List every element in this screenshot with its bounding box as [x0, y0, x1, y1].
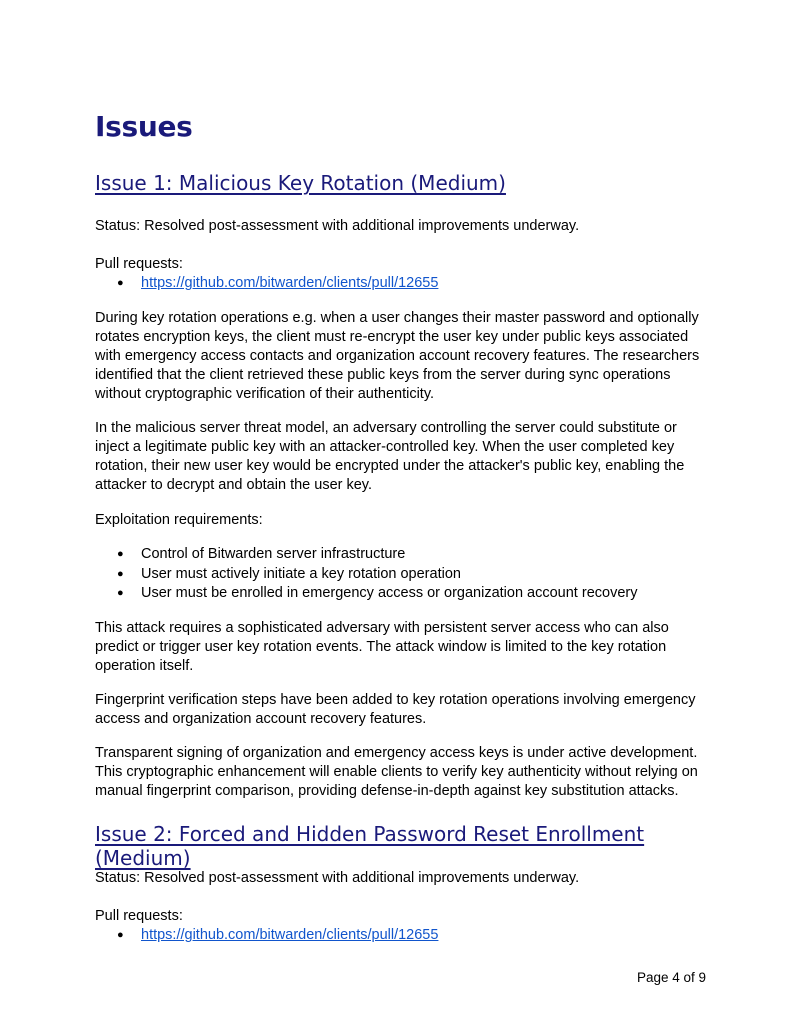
issue-2-pr-label: Pull requests: [95, 908, 183, 924]
issue-1-heading[interactable]: Issue 1: Malicious Key Rotation (Medium) [95, 171, 506, 195]
issue-1-paragraph-3: This attack requires a sophisticated adversary with persistent server access who can also predict or trigger user key rotation events. The attack window is limited to the key rotation operation itself. [95, 620, 669, 674]
issue-1-paragraph-2: In the malicious server threat model, an adversary controlling the server could substitute or inject a legitimate public key with an attacker-controlled key. When the user completed key rotation, their new user key would be encrypted under the attacker's public key, enabling the attacker to decrypt and obtain the user key. [95, 420, 685, 493]
issue-1-requirements-label: Exploitation requirements: [95, 512, 263, 528]
issue-2-status: Status: Resolved post-assessment with additional improvements underway. [95, 870, 580, 886]
list-item: ● Control of Bitwarden server infrastructure [95, 545, 637, 565]
issue-2-pr-list [95, 926, 438, 946]
pull-request-link[interactable]: https://github.com/bitwarden/clients/pull/12655 [141, 927, 439, 943]
list-item: ● User must actively initiate a key rotation operation [95, 565, 637, 585]
issue-1-pr-list [95, 274, 438, 294]
issue-1-pr-label: Pull requests: [95, 256, 183, 272]
page-number: Page 4 of 9 [636, 970, 706, 985]
issue-2-heading[interactable]: Issue 2: Forced and Hidden Password Reset Enrollment (Medium) [95, 822, 645, 870]
page-title: Issues [95, 110, 193, 143]
list-item: ● User must be enrolled in emergency access or organization account recovery [95, 584, 637, 604]
list-item [95, 926, 438, 946]
issue-1-status: Status: Resolved post-assessment with additional improvements underway. [95, 218, 580, 234]
list-item [95, 274, 438, 294]
issue-1-paragraph-1: During key rotation operations e.g. when a user changes their master password and optionally rotates encryption keys, the client must re-encrypt the user key under public keys associated with emergency access contacts and organization account recovery features. The researchers identified that the client retrieved these public keys from the server during sync operations without cryptographic verification of their authenticity. [95, 310, 700, 402]
issue-1-paragraph-5: Transparent signing of organization and emergency access keys is under active development. This cryptographic enhancement will enable clients to verify key authenticity without relying on manual fingerprint comparison, providing defense-in-depth against key substitution attacks. [95, 745, 698, 799]
pull-request-link[interactable]: https://github.com/bitwarden/clients/pull/12655 [141, 275, 439, 291]
requirements-list [95, 545, 637, 604]
issue-1-paragraph-4: Fingerprint verification steps have been added to key rotation operations involving emergency access and organization account recovery features. [95, 692, 696, 727]
